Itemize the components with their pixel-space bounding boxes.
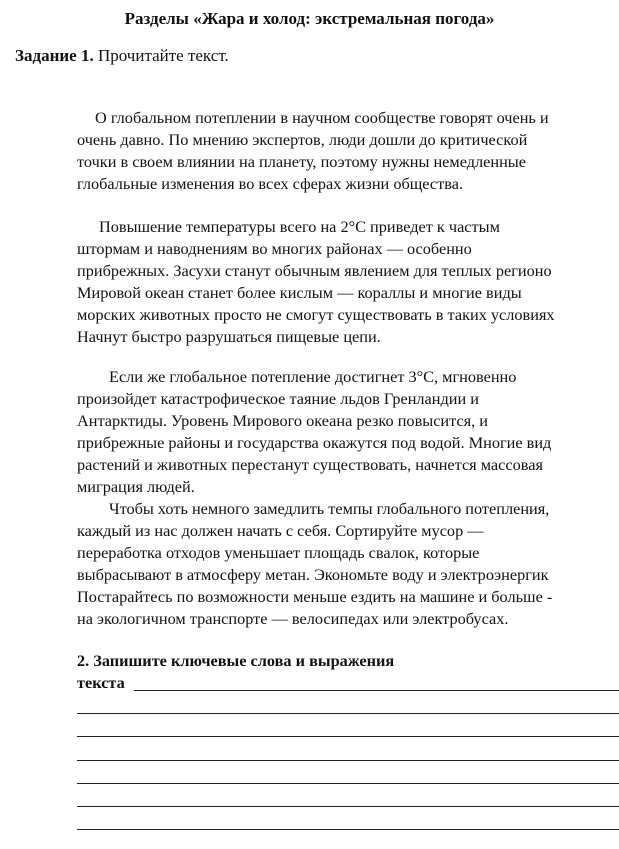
paragraph-line: Повышение температуры всего на 2°С приведет к частым <box>99 217 500 236</box>
paragraph-line: выбрасывают в атмосферу метан. Экономьте воду и электроэнергик <box>77 565 549 584</box>
paragraph-line: на экологичном транспорте — велосипедах или электробусах. <box>77 609 509 628</box>
paragraph-line: Постарайтесь по возможности меньше ездить на машине и больше - <box>77 587 553 606</box>
paragraph-line: очень давно. По мнению экспертов, люди дошли до критической <box>77 130 528 149</box>
paragraph-line: Начнут быстро разрушаться пищевые цепи. <box>77 327 381 346</box>
answer-line[interactable] <box>77 806 619 807</box>
paragraph-line: прибрежных. Засухи станут обычным явлением для теплых регионо <box>77 261 552 280</box>
paragraph-line: Если же глобальное потепление достигнет 3°С, мгновенно <box>109 367 517 386</box>
paragraph-line: произойдет катастрофическое таяние льдов Гренландии и <box>77 389 479 408</box>
paragraph-line: морских животных просто не смогут существовать в таких условиях <box>77 305 555 324</box>
page-title: Разделы «Жара и холод: экстремальная погода» <box>124 9 495 28</box>
task-1-label: Задание 1. <box>15 46 94 65</box>
answer-line[interactable] <box>77 760 619 761</box>
answer-line[interactable] <box>77 829 619 830</box>
paragraph-line: Мировой океан станет более кислым — кораллы и многие виды <box>77 283 522 302</box>
paragraph-line: О глобальном потеплении в научном сообществе говорят очень и <box>95 108 549 127</box>
paragraph-line: Антарктиды. Уровень Мирового океана резко повысится, и <box>77 411 489 430</box>
paragraph-line: растений и животных перестанут существовать, начнется массовая <box>77 455 543 474</box>
paragraph-line: точки в своем влиянии на планету, поэтому нужны немедленные <box>77 152 526 171</box>
paragraph-line: переработка отходов уменьшает площадь свалок, которые <box>77 543 480 562</box>
answer-line[interactable] <box>77 736 619 737</box>
task-2-heading-continued: текста <box>77 673 125 692</box>
paragraph-line: штормам и наводнениям во многих районах — особенно <box>77 239 472 258</box>
task-1-heading <box>15 45 229 67</box>
paragraph-line: каждый из нас должен начать с себя. Сортируйте мусор — <box>77 521 484 540</box>
answer-line[interactable] <box>134 690 619 691</box>
task-1-instruction: Прочитайте текст. <box>97 46 229 65</box>
paragraph-line: миграция людей. <box>77 477 195 496</box>
paragraph-line: Чтобы хоть немного замедлить темпы глобального потепления, <box>109 499 550 518</box>
task-2-heading: 2. Запишите ключевые слова и выражения <box>77 651 395 670</box>
paragraph-line: прибрежные районы и государства окажутся под водой. Многие вид <box>77 433 552 452</box>
answer-line[interactable] <box>77 713 619 714</box>
paragraph-line: глобальные изменения во всех сферах жизни общества. <box>77 174 464 193</box>
answer-line[interactable] <box>77 783 619 784</box>
